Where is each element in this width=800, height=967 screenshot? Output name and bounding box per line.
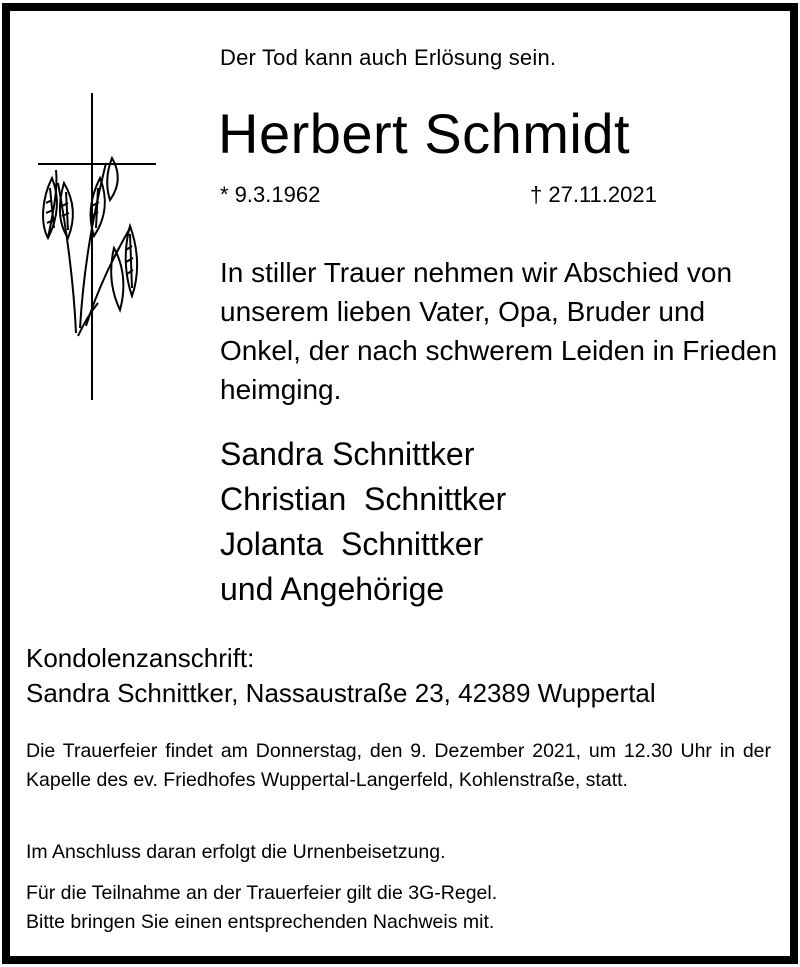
birth-date: * 9.3.1962 bbox=[220, 182, 321, 207]
deceased-name: Herbert Schmidt bbox=[218, 102, 631, 165]
covid-note-line: Bitte bringen Sie einen entsprechenden Nachweis mit. bbox=[26, 910, 495, 933]
condolence-label: Kondolenzanschrift: bbox=[26, 643, 255, 673]
mourner-name: Jolanta Schnittker bbox=[220, 526, 484, 562]
burial-note: Im Anschluss daran erfolgt die Urnenbeisetzung. bbox=[26, 841, 446, 863]
mourning-text: In stiller Trauer nehmen wir Abschied von unserem lieben Vater, Opa, Bruder und Onkel, der nach schwerem Leiden in Frieden heimging. bbox=[220, 257, 778, 405]
mourner-relatives: und Angehörige bbox=[220, 571, 445, 607]
cross-with-wheat-icon bbox=[28, 88, 168, 408]
mourners-list bbox=[220, 432, 506, 612]
motto-text: Der Tod kann auch Erlösung sein. bbox=[220, 45, 557, 70]
mourner-name: Christian Schnittker bbox=[220, 481, 507, 517]
covid-note bbox=[26, 879, 497, 936]
condolence-address: Sandra Schnittker, Nassaustraße 23, 42389 Wuppertal bbox=[26, 678, 656, 708]
mourner-name: Sandra Schnittker bbox=[220, 436, 475, 472]
funeral-info: Die Trauerfeier findet am Donnerstag, den 9. Dezember 2021, um 12.30 Uhr in der Kapelle des ev. Friedhofes Wuppertal-Langerfeld, Kohlenstraße, statt. bbox=[26, 740, 771, 791]
death-date: † 27.11.2021 bbox=[530, 182, 657, 207]
covid-note-line: Für die Teilnahme an der Trauerfeier gilt die 3G-Regel. bbox=[26, 882, 498, 904]
